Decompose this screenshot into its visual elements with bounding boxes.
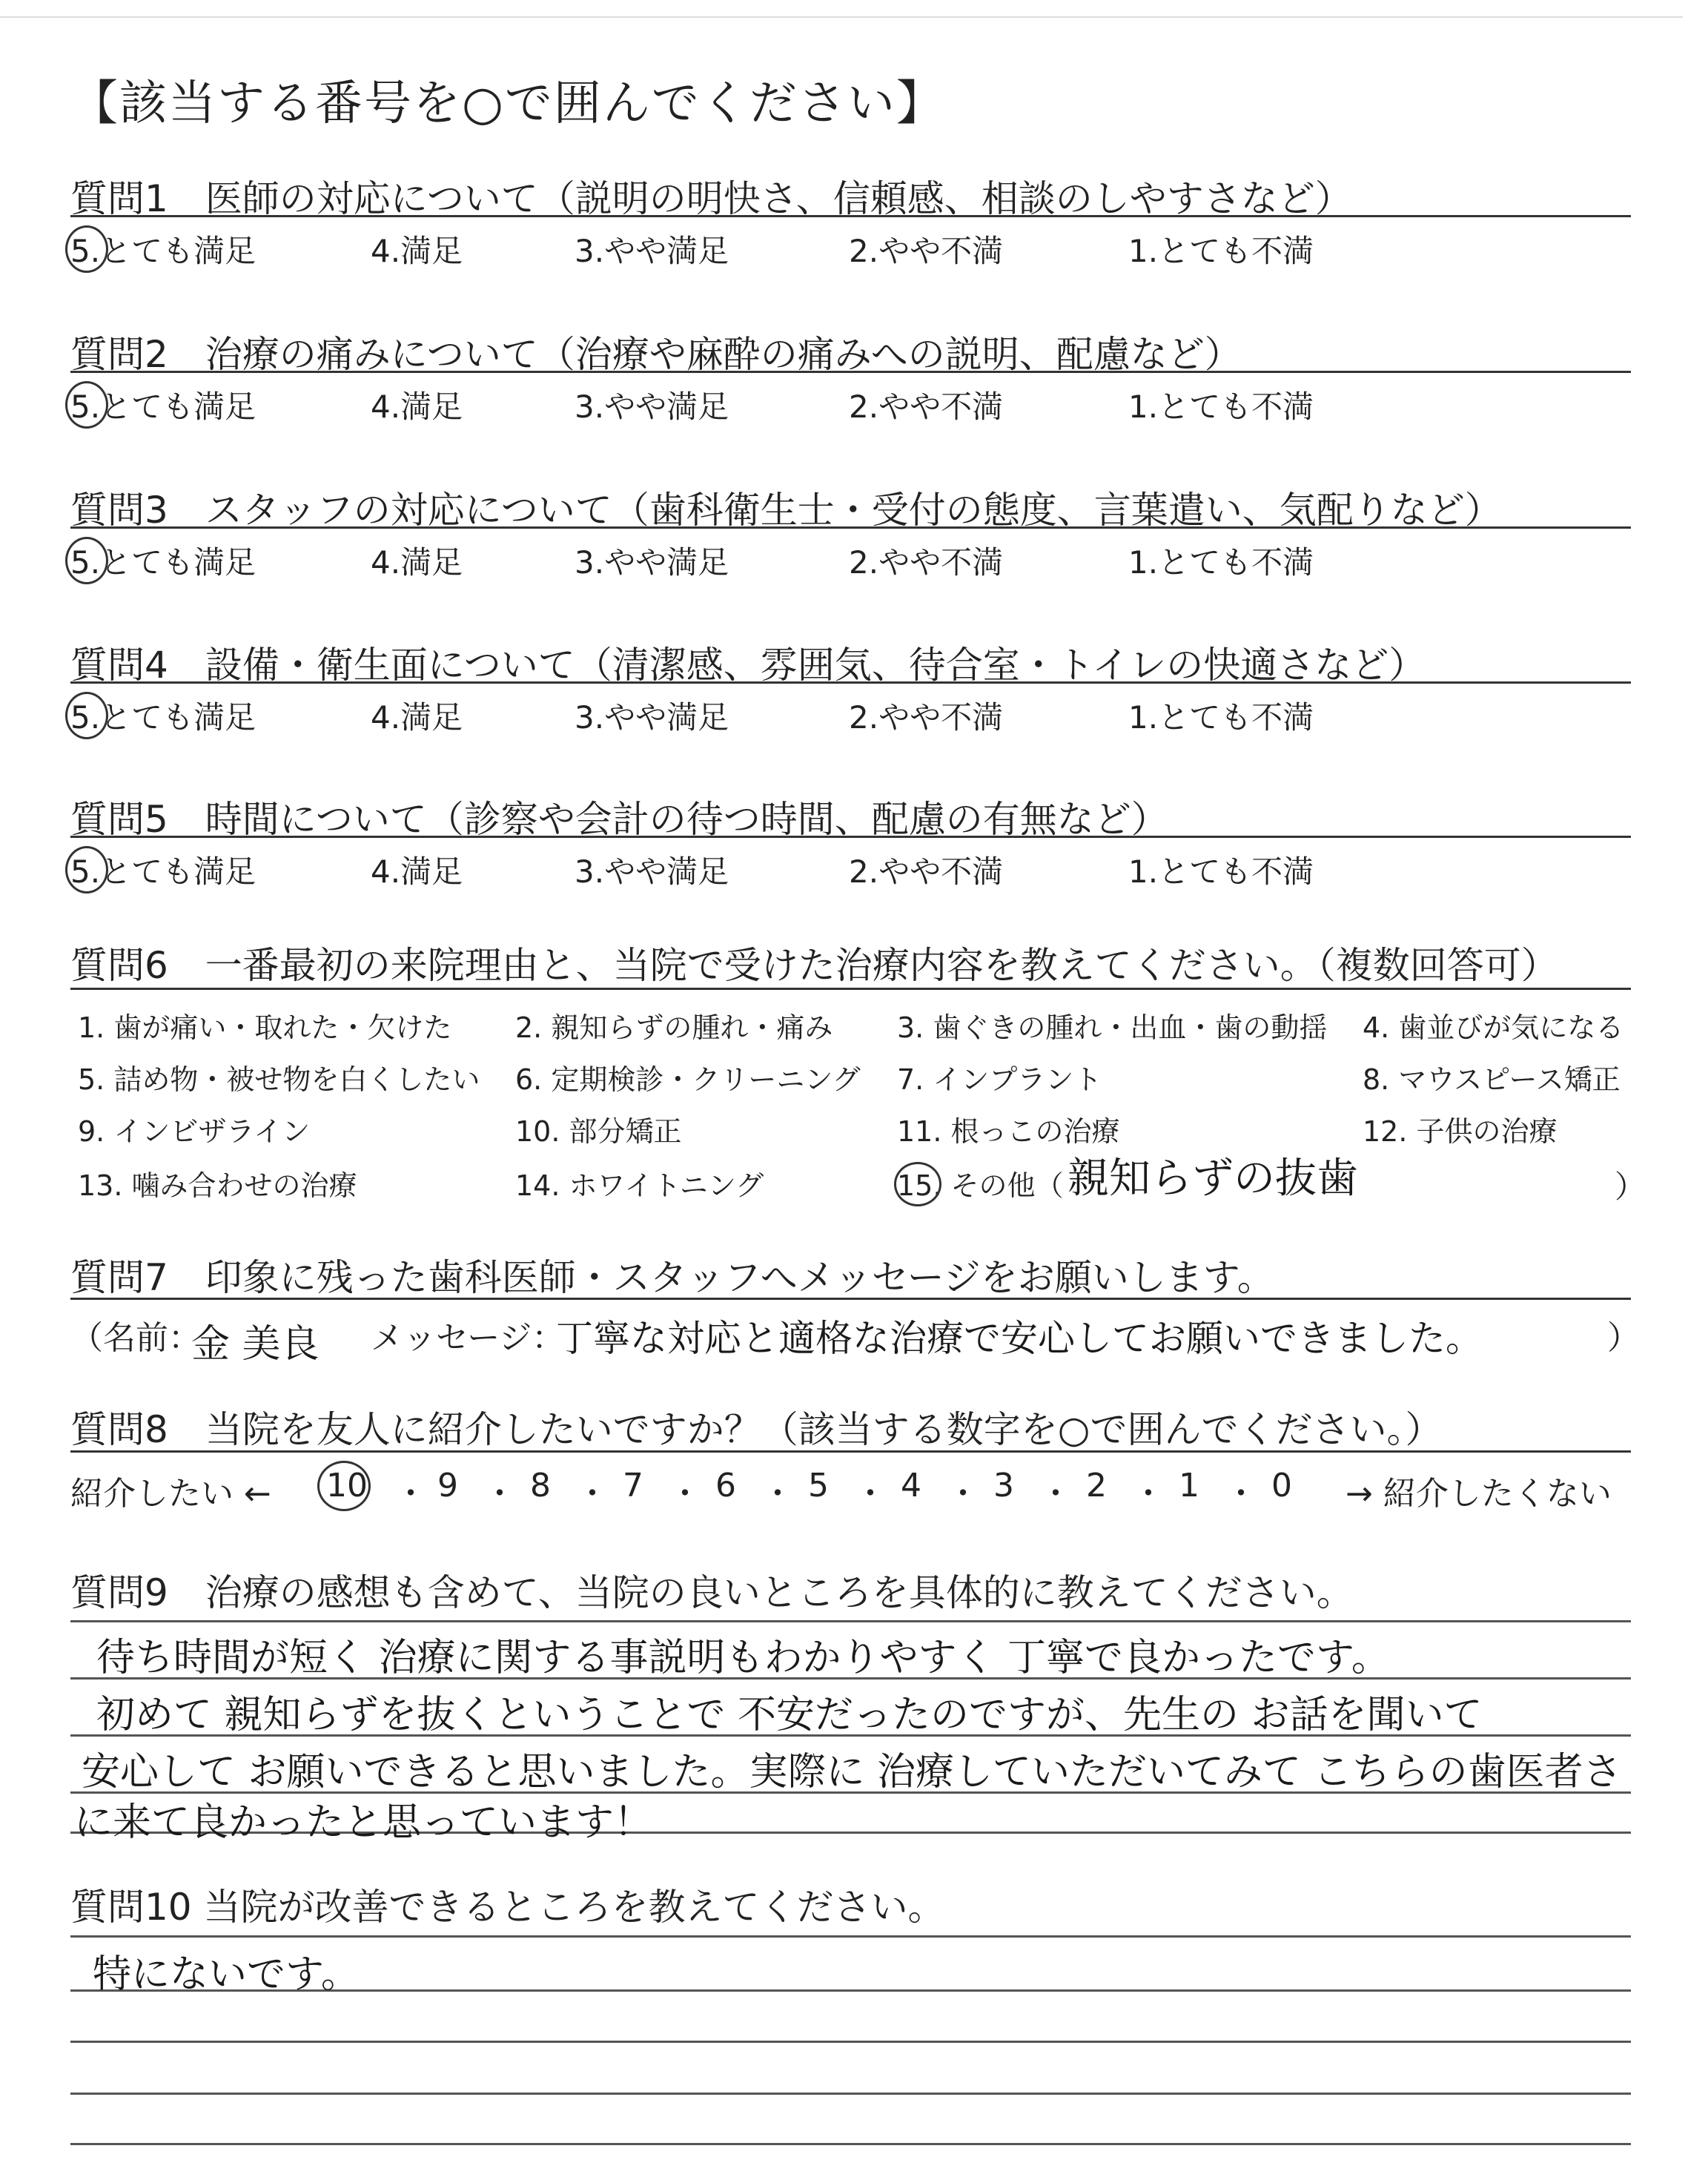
rating-option[interactable]: 2.やや不満 — [849, 389, 1004, 425]
q8-scale-separator: ・ — [394, 1475, 427, 1513]
q6-option[interactable]: 10. 部分矯正 — [515, 1115, 682, 1148]
q9-text-line: に来て良かったと思っています！ — [74, 1800, 653, 1845]
q9-text-line: 初めて 親知らずを抜くということで 不安だったのですが、先生の お話を聞いて — [96, 1693, 1483, 1737]
rating-option[interactable]: 3.やや満足 — [575, 699, 729, 736]
rating-option[interactable]: 3.やや満足 — [575, 233, 729, 269]
rating-option[interactable]: 5.とても満足 — [70, 233, 256, 269]
rating-option[interactable]: 1.とても不満 — [1128, 233, 1314, 269]
q10-line — [70, 2041, 1631, 2043]
rating-option[interactable]: 1.とても不満 — [1128, 544, 1314, 581]
q9-text-line: 安心して お願いできると思いました。実際に 治療していただいてみて こちらの歯医者さ — [82, 1750, 1622, 1794]
question-rule — [70, 371, 1631, 373]
q6-option[interactable]: 8. マウスピース矯正 — [1363, 1063, 1621, 1096]
q8-scale-separator: ・ — [1039, 1475, 1072, 1513]
rating-option[interactable]: 4.満足 — [371, 544, 463, 581]
q8-scale-value[interactable]: 4 — [901, 1467, 921, 1505]
selected-circle — [65, 381, 108, 429]
rating-option[interactable]: 3.やや満足 — [575, 389, 729, 425]
q8-rule — [70, 1450, 1631, 1453]
q7-rule — [70, 1298, 1631, 1300]
rating-option[interactable]: 5.とても満足 — [70, 699, 256, 736]
q7-message-label: メッセージ： — [371, 1319, 565, 1357]
q6-option[interactable]: 1. 歯が痛い・取れた・欠けた — [78, 1011, 452, 1044]
q8-left-label: 紹介したい ← — [70, 1475, 271, 1513]
q6-option[interactable]: 12. 子供の治療 — [1363, 1115, 1558, 1148]
q8-scale-separator: ・ — [1132, 1475, 1165, 1513]
q8-scale-value[interactable]: 3 — [993, 1467, 1014, 1505]
q6-option[interactable]: 13. 噛み合わせの治療 — [78, 1169, 357, 1202]
question-title: 質問3 スタッフの対応について（歯科衛生士・受付の態度、言葉遣い、気配りなど） — [70, 489, 1502, 532]
q8-scale-value[interactable]: 6 — [715, 1467, 736, 1505]
q8-scale-value[interactable]: 0 — [1271, 1467, 1292, 1505]
q8-scale-value[interactable]: 9 — [437, 1467, 458, 1505]
q10-line — [70, 2143, 1631, 2145]
rating-option[interactable]: 4.満足 — [371, 853, 463, 890]
q8-scale-separator: ・ — [483, 1475, 516, 1513]
question-title: 質問2 治療の痛みについて（治療や麻酔の痛みへの説明、配慮など） — [70, 333, 1242, 376]
q6-rule — [70, 988, 1631, 990]
question-rule — [70, 215, 1631, 217]
q6-option[interactable]: 6. 定期検診・クリーニング — [515, 1063, 861, 1096]
q8-scale-separator: ・ — [576, 1475, 609, 1513]
q8-scale-separator: ・ — [761, 1475, 794, 1513]
q6-option[interactable]: 2. 親知らずの腫れ・痛み — [515, 1011, 833, 1044]
q6-option[interactable]: 14. ホワイトニング — [515, 1169, 764, 1202]
rating-option[interactable]: 2.やや不満 — [849, 544, 1004, 581]
q10-line — [70, 2093, 1631, 2095]
page-header: 【該当する番号を○で囲んでください】 — [70, 76, 945, 131]
rating-option[interactable]: 4.満足 — [371, 389, 463, 425]
rating-option[interactable]: 5.とても満足 — [70, 389, 256, 425]
selected-circle — [65, 225, 108, 273]
rating-option[interactable]: 5.とても満足 — [70, 544, 256, 581]
rating-option[interactable]: 5.とても満足 — [70, 853, 256, 890]
question-title: 質問4 設備・衛生面について（清潔感、雰囲気、待合室・トイレの快適さなど） — [70, 644, 1426, 687]
rating-option[interactable]: 2.やや不満 — [849, 233, 1004, 269]
q10-line — [70, 1935, 1631, 1938]
q6-option[interactable]: 5. 詰め物・被せ物を白くしたい — [78, 1063, 480, 1096]
rating-option[interactable]: 1.とても不満 — [1128, 853, 1314, 890]
q9-title: 質問9 治療の感想も含めて、当院の良いところを具体的に教えてください。 — [70, 1571, 1354, 1614]
rating-option[interactable]: 1.とても不満 — [1128, 699, 1314, 736]
q8-scale-separator: ・ — [669, 1475, 701, 1513]
q6-option[interactable]: 3. 歯ぐきの腫れ・出血・歯の動揺 — [897, 1011, 1328, 1044]
q8-title: 質問8 当院を友人に紹介したいですか？（該当する数字を○で囲んでください。） — [70, 1408, 1443, 1451]
q6-other-text: 親知らずの抜歯 — [1068, 1155, 1358, 1203]
question-rule — [70, 836, 1631, 838]
rating-option[interactable]: 2.やや不満 — [849, 699, 1004, 736]
q8-scale-separator: ・ — [854, 1475, 887, 1513]
rating-option[interactable]: 3.やや満足 — [575, 853, 729, 890]
q10-text-line: 特にないです。 — [93, 1952, 360, 1997]
q6-close-paren: ） — [1615, 1169, 1646, 1205]
q9-text-line: 待ち時間が短く 治療に関する事説明もわかりやすく 丁寧で良かったです。 — [96, 1636, 1390, 1680]
rating-option[interactable]: 3.やや満足 — [575, 544, 729, 581]
q8-scale-separator: ・ — [947, 1475, 979, 1513]
q6-selected-circle — [894, 1162, 941, 1206]
q8-scale-value[interactable]: 5 — [808, 1467, 829, 1505]
q9-line — [70, 1620, 1631, 1622]
q6-option[interactable]: 4. 歯並びが気になる — [1363, 1011, 1624, 1044]
selected-circle — [65, 692, 108, 739]
q6-title: 質問6 一番最初の来院理由と、当院で受けた治療内容を教えてください。（複数回答可） — [70, 944, 1558, 987]
rating-option[interactable]: 2.やや不満 — [849, 853, 1004, 890]
q7-close-paren: ） — [1607, 1319, 1640, 1357]
rating-option[interactable]: 1.とても不満 — [1128, 389, 1314, 425]
q8-scale-value[interactable]: 1 — [1179, 1467, 1199, 1505]
q6-option[interactable]: 9. インビザライン — [78, 1115, 311, 1148]
q7-name-label: （名前： — [70, 1319, 201, 1357]
question-rule — [70, 526, 1631, 529]
q6-option[interactable]: 11. 根っこの治療 — [897, 1115, 1120, 1148]
selected-circle — [65, 846, 108, 894]
q7-name-value: 金 美良 — [191, 1322, 320, 1367]
question-title: 質問5 時間について（診察や会計の待つ時間、配慮の有無など） — [70, 798, 1168, 841]
top-border — [0, 16, 1683, 18]
q8-scale-value[interactable]: 8 — [530, 1467, 551, 1505]
q8-scale-value[interactable]: 10 — [326, 1467, 368, 1505]
q7-message-value: 丁寧な対応と適格な治療で安心してお願いできました。 — [556, 1317, 1483, 1360]
rating-option[interactable]: 4.満足 — [371, 233, 463, 269]
q8-scale-value[interactable]: 7 — [623, 1467, 643, 1505]
selected-circle — [65, 537, 108, 584]
q8-scale-separator: ・ — [1225, 1475, 1257, 1513]
question-title: 質問1 医師の対応について（説明の明快さ、信頼感、相談のしやすさなど） — [70, 177, 1352, 220]
q8-right-label: → 紹介したくない — [1345, 1475, 1612, 1513]
rating-option[interactable]: 4.満足 — [371, 699, 463, 736]
q8-scale-value[interactable]: 2 — [1086, 1467, 1107, 1505]
q8-selected-circle — [317, 1461, 371, 1511]
q7-title: 質問7 印象に残った歯科医師・スタッフへメッセージをお願いします。 — [70, 1256, 1274, 1299]
q6-option[interactable]: 15. その他（ — [897, 1169, 1064, 1202]
question-rule — [70, 681, 1631, 684]
q6-option[interactable]: 7. インプラント — [897, 1063, 1102, 1096]
q10-title: 質問10 当院が改善できるところを教えてください。 — [70, 1886, 945, 1929]
